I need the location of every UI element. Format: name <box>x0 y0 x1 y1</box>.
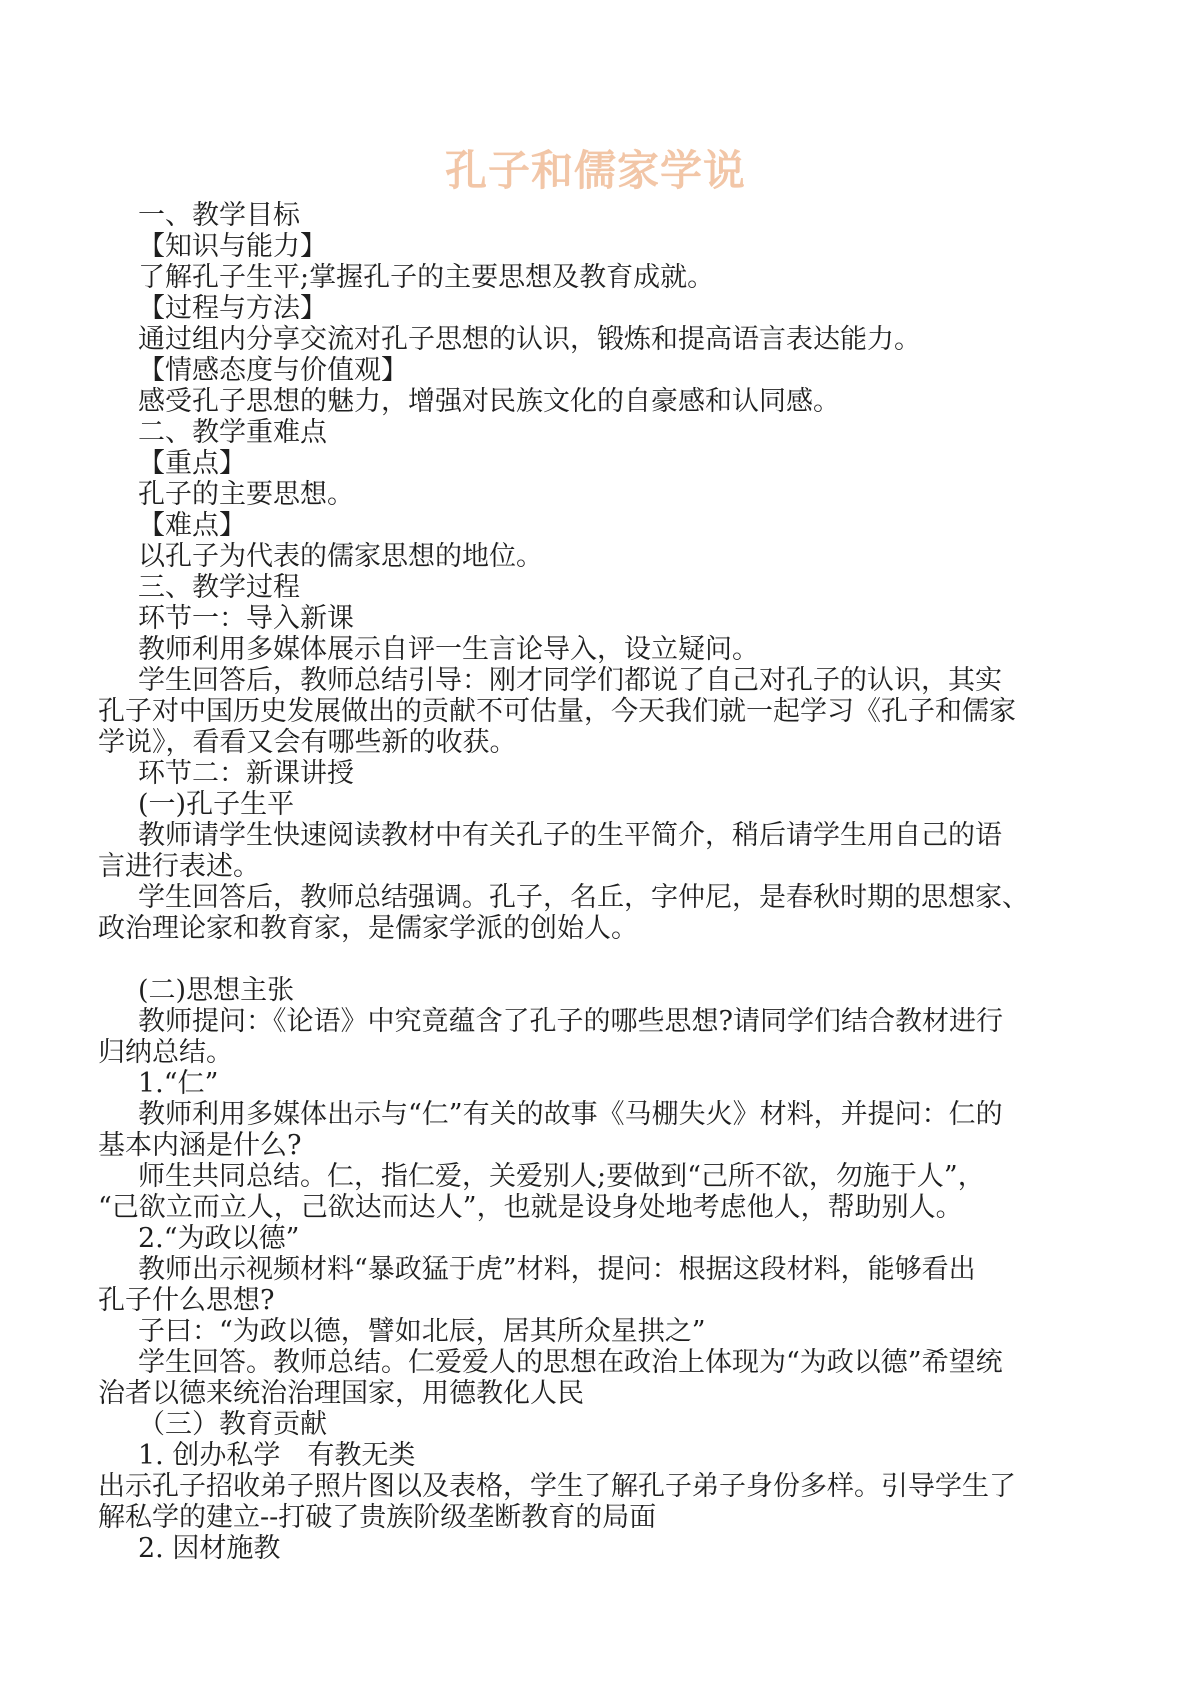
item-ren: 1.“仁” <box>138 1068 219 1099</box>
document-body <box>98 200 1118 1564</box>
paragraph-line: 出示孔子招收弟子照片图以及表格，学生了解孔子弟子身份多样。引导学生了 <box>98 1471 1016 1502</box>
paragraph-line: “己欲立而立人，己欲达而达人”，也就是设身处地考虑他人，帮助别人。 <box>98 1192 963 1223</box>
heading-objectives: 一、教学目标 <box>138 200 300 231</box>
text-emotion: 感受孔子思想的魅力，增强对民族文化的自豪感和认同感。 <box>138 386 840 417</box>
paragraph-line: 教师提问：《论语》中究竟蕴含了孔子的哪些思想?请同学们结合教材进行 <box>138 1006 1003 1037</box>
section-new-lesson: 环节二：新课讲授 <box>138 758 354 789</box>
subheading-knowledge: 【知识与能力】 <box>138 231 327 262</box>
paragraph-line: 政治理论家和教育家，是儒家学派的创始人。 <box>98 913 638 944</box>
paragraph-line: 子曰：“为政以德，譬如北辰，居其所众星拱之” <box>138 1316 706 1347</box>
text-knowledge: 了解孔子生平;掌握孔子的主要思想及教育成就。 <box>138 262 715 293</box>
paragraph-line: 学生回答后，教师总结强调。孔子，名丘，字仲尼，是春秋时期的思想家、 <box>138 882 1029 913</box>
paragraph-line: 教师利用多媒体展示自评一生言论导入，设立疑问。 <box>138 634 759 665</box>
paragraph-line: 孔子对中国历史发展做出的贡献不可估量，今天我们就一起学习《孔子和儒家 <box>98 696 1016 727</box>
subheading-focus: 【重点】 <box>138 448 246 479</box>
item-virtue-rule: 2.“为政以德” <box>138 1223 300 1254</box>
paragraph-line: 言进行表述。 <box>98 851 260 882</box>
subsection-thoughts: (二)思想主张 <box>138 975 295 1006</box>
paragraph-line: 学说》，看看又会有哪些新的收获。 <box>98 727 517 758</box>
paragraph-line: 基本内涵是什么? <box>98 1130 302 1161</box>
document-title: 孔子和儒家学说 <box>444 146 746 195</box>
heading-keypoints: 二、教学重难点 <box>138 417 327 448</box>
subsection-biography: (一)孔子生平 <box>138 789 295 820</box>
subsection-education: （三）教育贡献 <box>138 1409 327 1440</box>
paragraph-line: 治者以德来统治治理国家，用德教化人民 <box>98 1378 584 1409</box>
subheading-emotion: 【情感态度与价值观】 <box>138 355 408 386</box>
paragraph-line: 学生回答。教师总结。仁爱爱人的思想在政治上体现为“为政以德”希望统 <box>138 1347 1003 1378</box>
paragraph-line: 归纳总结。 <box>98 1037 233 1068</box>
item-tailored-teaching: 2. 因材施教 <box>138 1533 281 1564</box>
item-private-school: 1. 创办私学 有教无类 <box>138 1440 416 1471</box>
text-process: 通过组内分享交流对孔子思想的认识，锻炼和提高语言表达能力。 <box>138 324 921 355</box>
paragraph-line: 教师利用多媒体出示与“仁”有关的故事《马棚失火》材料，并提问：仁的 <box>138 1099 1003 1130</box>
text-difficulty: 以孔子为代表的儒家思想的地位。 <box>138 541 543 572</box>
subheading-difficulty: 【难点】 <box>138 510 246 541</box>
paragraph-line: 教师请学生快速阅读教材中有关孔子的生平简介，稍后请学生用自己的语 <box>138 820 1002 851</box>
section-intro: 环节一：导入新课 <box>138 603 354 634</box>
paragraph-line: 解私学的建立--打破了贵族阶级垄断教育的局面 <box>98 1502 657 1533</box>
paragraph-line: 学生回答后，教师总结引导：刚才同学们都说了自己对孔子的认识，其实 <box>138 665 1002 696</box>
heading-process: 三、教学过程 <box>138 572 300 603</box>
paragraph-line: 教师出示视频材料“暴政猛于虎”材料，提问：根据这段材料，能够看出 <box>138 1254 976 1285</box>
paragraph-line: 师生共同总结。仁，指仁爱，关爱别人;要做到“己所不欲，勿施于人”， <box>138 1161 985 1192</box>
text-focus: 孔子的主要思想。 <box>138 479 354 510</box>
subheading-process: 【过程与方法】 <box>138 293 327 324</box>
blank-line <box>98 944 1118 975</box>
paragraph-line: 孔子什么思想? <box>98 1285 275 1316</box>
